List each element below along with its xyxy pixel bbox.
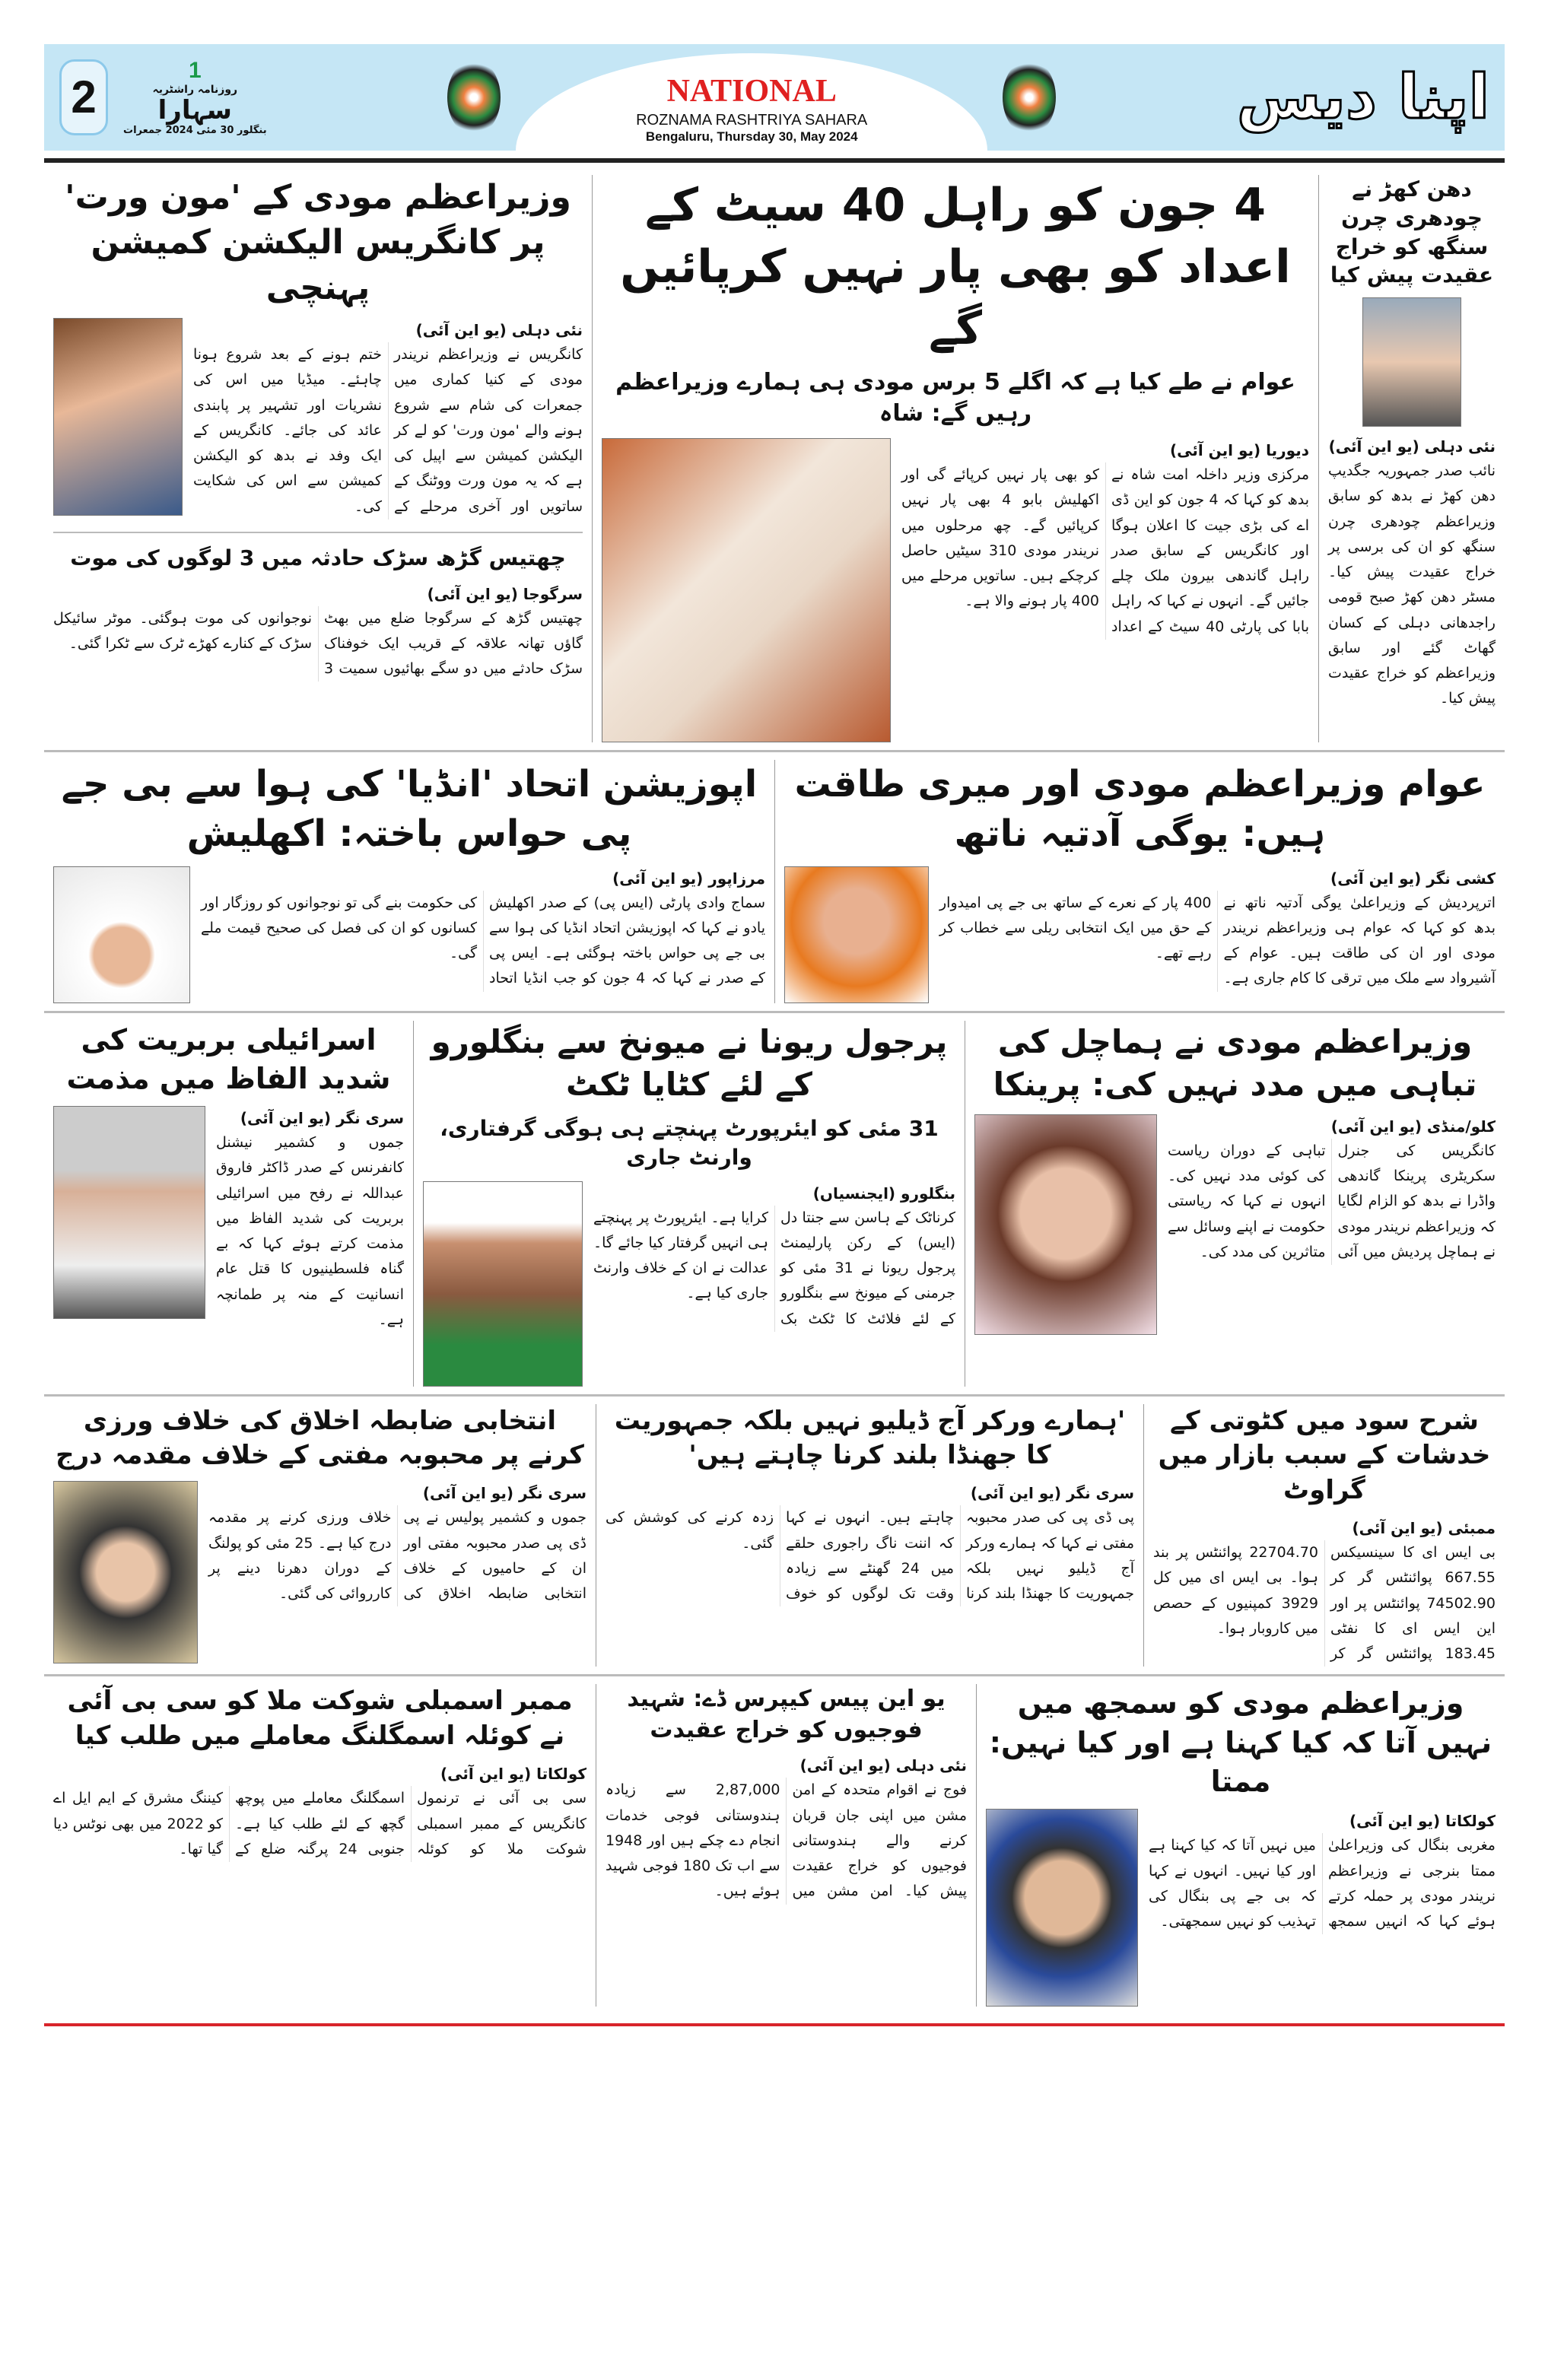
story-body: جموں و کشمیر نیشنل کانفرنس کے صدر ڈاکٹر فاروق عبداللہ نے رفح میں اسرائیلی بربریت کی شدید الفاظ میں مذمت کرتے ہوئے کہا کہ بے گناہ فلسطینیوں کا قتل عام انسانیت کے منہ پر طمانچہ ہے۔ bbox=[216, 1134, 404, 1328]
page-number: 2 bbox=[59, 59, 108, 135]
header-rule bbox=[44, 158, 1505, 163]
byline: کشی نگر (یو این آئی) bbox=[1330, 869, 1496, 888]
akhilesh-photo bbox=[53, 866, 190, 1003]
story-body: مرکزی وزیر داخلہ امت شاہ نے بدھ کو کہا کہ 4 جون کو این ڈی اے کی بڑی جیت کا اعلان ہوگا اور کانگریس کے سابق صدر راہل گاندھی بیرون ملک چلے جائیں گے۔ انہوں نے کہا کہ راہل بابا کی پارٹی 40 سیٹ کے اعداد کو بھی پار نہیں کرپائے گی اور اکھلیش بابو 4 بھی پار نہیں کرپائیں گے۔ چھ مرحلوں میں نریندر مودی 310 سیٹیں حاصل کرچکے ہیں۔ ساتویں مرحلے میں 400 پار ہونے والا ہے۔ bbox=[901, 466, 1309, 635]
headline: وزیراعظم مودی کے 'مون ورت' پر کانگریس الیکشن کمیشن پہنچی bbox=[65, 178, 571, 307]
story-body: نائب صدر جمہوریہ جگدیپ دھن کھڑ نے بدھ کو سابق وزیراعظم چودھری چرن سنگھ کو ان کی برسی پر خراج عقیدت پیش کیا۔ مسٹر دھن کھڑ صبح قومی راجدھانی دہلی کے کسان گھاٹ گئے اور سابق وزیراعظم کو خراج عقیدت پیش کیا۔ bbox=[1328, 462, 1496, 707]
logo bbox=[123, 58, 267, 137]
section-title: NATIONAL bbox=[666, 74, 837, 110]
section-masthead: اپنا دیس bbox=[1236, 62, 1489, 132]
story-mamata bbox=[976, 1684, 1505, 2007]
footer-rule bbox=[44, 2023, 1505, 2026]
headline: وزیراعظم مودی کو سمجھ میں نہیں آتا کہ کیا کہنا ہے اور کیا نہیں: ممتا bbox=[989, 1686, 1492, 1799]
masthead-dome bbox=[516, 53, 987, 151]
headline: اسرائیلی بربریت کی شدید الفاظ میں مذمت bbox=[66, 1022, 391, 1095]
amit-shah-photo bbox=[602, 438, 891, 742]
logo-name: سہارا bbox=[157, 95, 232, 126]
byline: بنگلورو (ایجنسیاں) bbox=[812, 1184, 955, 1203]
byline: ممبئی (یو این آئی) bbox=[1352, 1519, 1496, 1538]
paper-name: ROZNAMA RASHTRIYA SAHARA bbox=[636, 111, 868, 129]
emblem-icon bbox=[1003, 59, 1056, 135]
story-dhankhar bbox=[1318, 175, 1505, 742]
headline: پرجول ریونا نے میونخ سے بنگلورو کے لئے کٹایا ٹکٹ bbox=[431, 1022, 948, 1104]
byline: سری نگر (یو این آئی) bbox=[240, 1109, 404, 1128]
story-modi-meditation bbox=[44, 175, 592, 742]
headline: 'ہمارے ورکر آج ڈیلیو نہیں بلکہ جمہوریت کا جھنڈا بلند کرنا چاہتے ہیں' bbox=[614, 1405, 1126, 1471]
story-priyanka bbox=[965, 1021, 1505, 1387]
byline: نئی دہلی (یو این آئی) bbox=[1328, 437, 1496, 456]
byline: مرزاپور (یو این آئی) bbox=[612, 869, 765, 888]
logo-number: 1 bbox=[188, 57, 202, 83]
dhankhar-photo bbox=[1362, 297, 1461, 427]
priyanka-photo bbox=[974, 1114, 1157, 1335]
story-body: چھتیس گڑھ کے سرگوجا ضلع میں بھٹ گاؤں تھانہ علاقہ کے قریب ایک خوفناک سڑک حادثے میں دو سگے بھائیوں سمیت 3 نوجوانوں کی موت ہوگئی۔ موٹر سائیکل سڑک کے کنارے کھڑے ٹرک سے ٹکرا گئی۔ bbox=[53, 609, 583, 678]
byline: کلو/منڈی (یو این آئی) bbox=[1330, 1117, 1496, 1136]
sub-story-accident bbox=[53, 532, 583, 682]
byline: دیوریا (یو این آئی) bbox=[1169, 441, 1309, 459]
farooq-abdullah-photo bbox=[53, 1106, 205, 1319]
headline: شرح سود میں کٹوتی کے خدشات کے سبب بازار میں گراوٹ bbox=[1158, 1405, 1491, 1506]
story-body: کانگریس کی جنرل سکریٹری پرینکا گاندھی واڈرا نے بدھ کو الزام لگایا کہ وزیراعظم نریندر مودی نے ہماچل پردیش میں آئی تباہی کے دوران ریاست کی کوئی مدد نہیں کی۔ انہوں نے کہا کہ ریاستی حکومت نے اپنے وسائل سے متاثرین کی مدد کی۔ bbox=[1168, 1142, 1496, 1260]
dateline: Bengaluru, Thursday 30, May 2024 bbox=[645, 129, 858, 144]
story-israel bbox=[44, 1021, 413, 1387]
mehbooba-photo bbox=[53, 1481, 198, 1663]
byline: نئی دہلی (یو این آئی) bbox=[415, 321, 583, 340]
logo-subtitle: روزنامہ راشٹریہ bbox=[152, 83, 238, 96]
emblem-icon bbox=[447, 59, 501, 135]
byline: سری نگر (یو این آئی) bbox=[970, 1484, 1134, 1503]
masthead-banner bbox=[44, 44, 1505, 151]
abhishek-singhvi-photo bbox=[53, 318, 183, 516]
story-mehbooba-case bbox=[44, 1404, 596, 1667]
story-body: جموں و کشمیر پولیس نے پی ڈی پی صدر محبوبہ مفتی اور ان کے حامیوں کے خلاف انتخابی ضابطہ اخلاق کی خلاف ورزی کرنے پر مقدمہ درج کیا ہے۔ 25 مئی کو پولنگ کے دوران دھرنا دینے پر کارروائی کی گئی۔ bbox=[208, 1509, 586, 1603]
byline: سری نگر (یو این آئی) bbox=[422, 1484, 586, 1503]
byline: نئی دہلی (یو این آئی) bbox=[799, 1756, 967, 1775]
story-body: فوج نے اقوام متحدہ کے امن مشن میں اپنی جان قربان کرنے والے ہندوستانی فوجیوں کو خراج عقیدت پیش کیا۔ امن مشن میں 2,87,000 سے زیادہ ہندوستانی فوجی خدمات انجام دے چکے ہیں اور 1948 سے اب تک 180 فوجی شہید ہوئے ہیں۔ bbox=[606, 1781, 967, 1900]
prajwal-photo bbox=[423, 1181, 583, 1387]
sub-story-headline: چھتیس گڑھ سڑک حادثہ میں 3 لوگوں کی موت bbox=[70, 545, 566, 570]
headline: عوام وزیراعظم مودی اور میری طاقت ہیں: یوگی آدتیہ ناتھ bbox=[794, 763, 1486, 855]
subheadline: عوام نے طے کیا ہے کہ اگلے 5 برس مودی ہی ہمارے وزیراعظم رہیں گے: شاہ bbox=[615, 369, 1295, 427]
story-yogi bbox=[774, 760, 1505, 1003]
story-akhilesh bbox=[44, 760, 774, 1003]
headline: وزیراعظم مودی نے ہماچل کی تباہی میں مدد نہیں کی: پرینکا bbox=[993, 1022, 1477, 1104]
story-body: اترپردیش کے وزیراعلیٰ یوگی آدتیہ ناتھ نے بدھ کو کہا کہ عوام ہی وزیراعظم نریندر مودی اور ان کی طاقت ہیں۔ عوام کے آشیرواد سے ملک میں ترقی کا کام جاری ہے۔ 400 پار کے نعرے کے ساتھ بی جے پی امیدوار کے حق میں ایک انتخابی ریلی سے خطاب کر رہے تھے۔ bbox=[939, 894, 1496, 987]
story-body: سی بی آئی نے ترنمول کانگریس کے ممبر اسمبلی شوکت ملا کو کوئلہ اسمگلنگ معاملے میں پوچھ گچھ کے لئے طلب کیا ہے۔ جنوبی 24 پرگنہ ضلع کے کیننگ مشرق کے ایم ایل اے کو 2022 میں بھی نوٹس دیا گیا تھا۔ bbox=[53, 1790, 586, 1857]
byline: کولکاتا (یو این آئی) bbox=[1349, 1812, 1496, 1831]
story-democracy-flag bbox=[596, 1404, 1143, 1667]
story-body: سماج وادی پارٹی (ایس پی) کے صدر اکھلیش یادو نے کہا کہ اپوزیشن اتحاد انڈیا کی ہوا سے بی جے پی حواس باختہ ہوگئی ہے۔ ایس پی کے صدر نے کہا کہ 4 جون کو جب انڈیا اتحاد کی حکومت بنے گی تو نوجوانوں کو روزگار اور کسانوں کو ان کی فصل کی صحیح قیمت ملے گی۔ bbox=[201, 894, 765, 987]
row-3 bbox=[44, 1013, 1505, 1397]
yogi-photo bbox=[784, 866, 929, 1003]
mamata-photo bbox=[986, 1809, 1138, 2007]
headline: ممبر اسمبلی شوکت ملا کو سی بی آئی نے کوئلہ اسمگلنگ معاملے میں طلب کیا bbox=[67, 1686, 573, 1752]
story-prajwal bbox=[413, 1021, 965, 1387]
story-shaukat-molla bbox=[44, 1684, 596, 2007]
logo-date: بنگلور 30 مئی 2024 جمعرات bbox=[123, 125, 267, 137]
headline: دھن کھڑ نے چودھری چرن سنگھ کو خراج عقیدت پیش کیا bbox=[1330, 176, 1494, 288]
row-5 bbox=[44, 1676, 1505, 2014]
story-peacekeepers bbox=[596, 1684, 976, 2007]
story-body: پی ڈی پی کی صدر محبوبہ مفتی نے کہا کہ ہمارے ورکر آج ڈیلیو نہیں بلکہ جمہوریت کا جھنڈا بلند کرنا چاہتے ہیں۔ انہوں نے کہا کہ اننت ناگ راجوری حلقے میں 24 گھنٹے سے زیادہ وقت تک لوگوں کو خوف زدہ کرنے کی کوشش کی گئی۔ bbox=[606, 1509, 1134, 1603]
headline: اپوزیشن اتحاد 'انڈیا' کی ہوا سے بی جے پی حواس باختہ: اکھلیش bbox=[61, 763, 758, 855]
row-2 bbox=[44, 752, 1505, 1013]
story-body: مغربی بنگال کی وزیراعلیٰ ممتا بنرجی نے وزیراعظم نریندر مودی پر حملہ کرتے ہوئے کہا کہ انہیں سمجھ میں نہیں آتا کہ کیا کہنا ہے اور کیا نہیں۔ انہوں نے کہا کہ بی جے پی بنگال کی تہذیب کو نہیں سمجھتی۔ bbox=[1149, 1837, 1496, 1930]
row-4 bbox=[44, 1397, 1505, 1677]
headline: 4 جون کو راہل 40 سیٹ کے اعداد کو بھی پار نہیں کرپائیں گے bbox=[620, 179, 1291, 355]
story-text bbox=[901, 438, 1309, 640]
subheadline: 31 مئی کو ایئرپورٹ پہنچتے ہی ہوگی گرفتاری، وارنٹ جاری bbox=[440, 1115, 939, 1170]
headline: انتخابی ضابطہ اخلاق کی خلاف ورزی کرنے پر محبوبہ مفتی کے خلاف مقدمہ درج bbox=[56, 1405, 584, 1471]
story-market bbox=[1143, 1404, 1505, 1667]
story-body: کانگریس نے وزیراعظم نریندر مودی کے کنیا کماری میں جمعرات کی شام سے شروع ہونے والے 'مون ورت' کو لے کر الیکشن کمیشن سے اپیل کی ہے کہ یہ مون ورت ووٹنگ کے ساتویں اور آخری مرحلے کے ختم ہونے کے بعد شروع ہونا چاہئے۔ میڈیا میں اس کی نشریات اور تشہیر پر پابندی عائد کی جائے۔ کانگریس کے ایک وفد نے بدھ کو الیکشن کمیشن سے اس کی شکایت کی۔ bbox=[193, 346, 583, 515]
byline: کولکاتا (یو این آئی) bbox=[440, 1765, 586, 1784]
story-body: کرناٹک کے ہاسن سے جنتا دل (ایس) کے رکن پارلیمنٹ پرجول ریونا نے 31 مئی کو جرمنی کے میونخ سے بنگلورو کے لئے فلائٹ کا ٹکٹ بک کرایا ہے۔ ایئرپورٹ پر پہنچتے ہی انہیں گرفتار کیا جائے گا۔ عدالت نے ان کے خلاف وارنٹ جاری کیا ہے۔ bbox=[593, 1209, 955, 1327]
lead-story-amit-shah bbox=[592, 175, 1318, 742]
byline: سرگوجا (یو این آئی) bbox=[427, 584, 583, 603]
headline: یو این پیس کیپرس ڈے: شہید فوجیوں کو خراج عقیدت bbox=[627, 1686, 946, 1743]
story-body: بی ایس ای کا سینسیکس 667.55 پوائنٹس گر کر 74502.90 پوائنٹس پر اور این ایس ای کا نفٹی 183.45 پوائنٹس گر کر 22704.70 پوائنٹس پر بند ہوا۔ بی ایس ای میں کل 3929 کمپنیوں کے حصص میں کاروبار ہوا۔ bbox=[1153, 1544, 1496, 1663]
row-1 bbox=[44, 167, 1505, 752]
